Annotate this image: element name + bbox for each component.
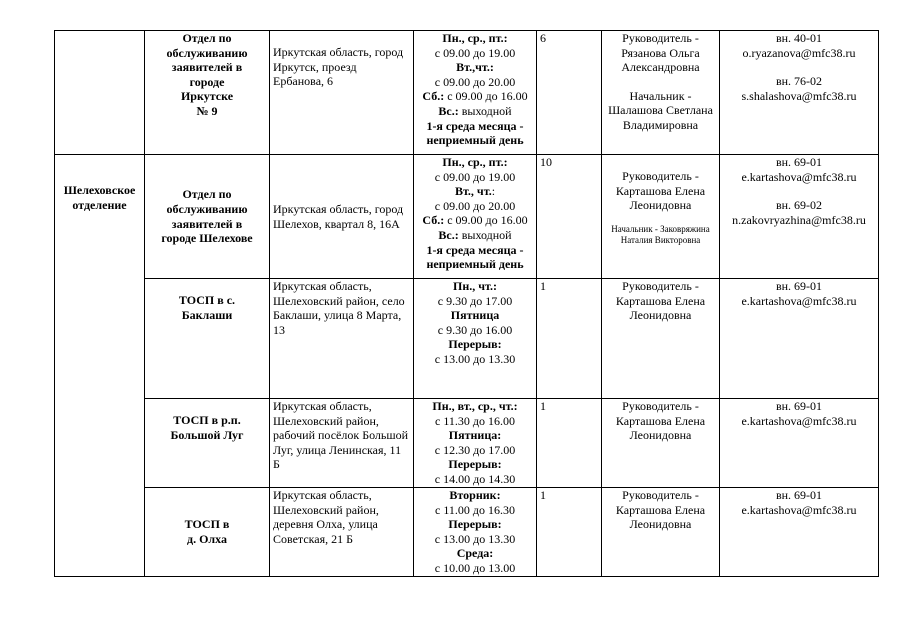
- schedule-line: Перерыв:: [448, 337, 502, 352]
- schedule-line: [417, 104, 533, 119]
- number-value: 6: [540, 31, 546, 45]
- address-cell: [270, 399, 414, 488]
- schedule-day-label: Сб.:: [422, 213, 445, 228]
- contact-cell: [720, 399, 879, 488]
- department-name-line: отделение: [72, 197, 127, 212]
- phone-ext: вн. 40-01: [775, 31, 823, 45]
- number-value: 1: [540, 279, 546, 293]
- phone-ext: вн. 69-02: [775, 198, 823, 213]
- schedule-cell: [414, 488, 537, 577]
- schedule-line: Пятница:: [448, 428, 502, 443]
- schedule-hours: с 09.00 до 16.00: [444, 89, 528, 104]
- contact-cell: [720, 155, 879, 279]
- schedule-line: с 9.30 до 16.00: [437, 322, 513, 337]
- number-value: 1: [540, 488, 546, 502]
- schedule-line: с 09.00 до 20.00: [434, 198, 516, 213]
- unit-name-line: городе: [189, 74, 225, 89]
- unit-name-line: Отдел по: [182, 187, 232, 202]
- phone-ext: вн. 76-02: [775, 74, 823, 89]
- head-person: Руководитель - Рязанова Ольга Александровна: [621, 31, 700, 75]
- address-cell: [270, 31, 414, 155]
- schedule-day-label: Вт., чт.: [454, 184, 492, 199]
- email-address: e.kartashova@mfc38.ru: [741, 413, 857, 428]
- address-cell: [270, 155, 414, 279]
- schedule-cell: [414, 399, 537, 488]
- schedule-hours: выходной: [458, 103, 512, 118]
- number-value: 10: [540, 155, 552, 169]
- unit-name-line: Большой Луг: [170, 427, 244, 442]
- email-address: e.kartashova@mfc38.ru: [741, 169, 857, 184]
- schedule-hours: :: [491, 184, 496, 199]
- schedule-line: Пятница: [450, 308, 500, 323]
- unit-name-line: заявителей в: [171, 60, 243, 75]
- email-address: s.shalashova@mfc38.ru: [741, 88, 857, 103]
- contact-cell: [720, 31, 879, 155]
- schedule-line: [417, 228, 533, 243]
- contact-cell: [720, 279, 879, 399]
- unit-name-cell: [145, 155, 270, 279]
- unit-name-cell: [145, 399, 270, 488]
- schedule-line: 1-я среда месяца -: [426, 118, 524, 133]
- head-cell: [602, 31, 720, 155]
- schedule-day-label: Вс.:: [438, 103, 459, 118]
- unit-name-line: д. Олха: [187, 532, 227, 546]
- table-row: [55, 399, 879, 488]
- email-address: e.kartashova@mfc38.ru: [741, 502, 857, 517]
- address-text: Иркутская область, город Иркутск, проезд Ербанова, 6: [273, 45, 404, 89]
- head-person: Руководитель - Карташова Елена Леонидовна: [615, 399, 706, 443]
- number-cell: [537, 31, 602, 155]
- schedule-cell: [414, 279, 537, 399]
- schedule-line: с 09.00 до 20.00: [434, 74, 516, 89]
- schedule-line: с 11.30 до 16.00: [435, 413, 515, 428]
- department-cell: [55, 155, 145, 577]
- offices-table: [54, 30, 879, 577]
- address-cell: [270, 279, 414, 399]
- schedule-cell: [414, 31, 537, 155]
- phone-ext: вн. 69-01: [775, 488, 823, 502]
- number-cell: [537, 488, 602, 577]
- email-address: e.kartashova@mfc38.ru: [741, 293, 857, 308]
- schedule-line: Среда:: [456, 546, 494, 561]
- table-row: [55, 31, 879, 155]
- unit-name-line: обслуживанию: [166, 45, 248, 60]
- schedule-line: с 9.30 до 17.00: [437, 293, 513, 308]
- unit-name-cell: [145, 31, 270, 155]
- schedule-day-label: Вс.:: [438, 227, 459, 242]
- contact-cell: [720, 488, 879, 577]
- head-person: Руководитель - Карташова Елена Леонидовна: [615, 169, 706, 213]
- department-cell-empty: [55, 31, 145, 155]
- schedule-line: Перерыв:: [448, 517, 502, 532]
- table-row: [55, 488, 879, 577]
- head-person: Начальник - Шалашова Светлана Владимировна: [608, 88, 713, 132]
- schedule-line: Перерыв:: [448, 457, 502, 472]
- schedule-line: с 09.00 до 19.00: [434, 45, 516, 60]
- number-cell: [537, 279, 602, 399]
- schedule-line: Вторник:: [449, 488, 501, 502]
- unit-name-line: ТОСП в р.п.: [173, 413, 241, 427]
- address-text: Иркутская область, Шелеховский район, деревня Олха, улица Советская, 21 Б: [273, 488, 379, 546]
- table-row: [55, 279, 879, 399]
- email-address: n.zakovryazhina@mfc38.ru: [732, 212, 866, 227]
- unit-name-line: Баклаши: [181, 307, 233, 322]
- head-cell: [602, 488, 720, 577]
- unit-name-line: Отдел по: [182, 31, 232, 45]
- unit-name-line: № 9: [196, 103, 218, 118]
- address-cell: [270, 488, 414, 577]
- address-text: Иркутская область, город Шелехов, квартал 8, 16А: [273, 201, 404, 231]
- schedule-line: Пн., ср., пт.:: [442, 155, 508, 169]
- unit-name-line: городе Шелехове: [161, 231, 253, 246]
- schedule-day-label: Сб.:: [422, 89, 445, 104]
- department-name-line: Шелеховское: [63, 183, 136, 197]
- schedule-line: с 10.00 до 13.00: [434, 560, 516, 575]
- schedule-line: Пн., чт.:: [452, 279, 497, 293]
- unit-name-line: Иркутске: [180, 89, 234, 104]
- number-cell: [537, 155, 602, 279]
- unit-name-line: ТОСП в: [184, 517, 230, 532]
- head-person: Руководитель - Карташова Елена Леонидовна: [615, 279, 706, 323]
- head-person-secondary: Начальник - Заковряжина Наталия Викторовна: [611, 223, 710, 245]
- unit-name-line: ТОСП в с.: [178, 293, 236, 307]
- phone-ext: вн. 69-01: [775, 279, 823, 293]
- table-row: [55, 155, 879, 279]
- schedule-line: Пн., вт., ср., чт.:: [432, 399, 518, 413]
- schedule-line: Вт.,чт.:: [456, 60, 494, 75]
- head-person: Руководитель - Карташова Елена Леонидовна: [615, 488, 706, 532]
- unit-name-line: обслуживанию: [166, 201, 248, 216]
- schedule-hours: выходной: [458, 227, 512, 242]
- schedule-line: Пн., ср., пт.:: [442, 31, 508, 45]
- schedule-line: с 09.00 до 19.00: [434, 169, 516, 184]
- unit-name-cell: [145, 279, 270, 399]
- schedule-line: [417, 184, 533, 199]
- schedule-hours: с 09.00 до 16.00: [444, 213, 528, 228]
- schedule-line: неприемный день: [426, 257, 524, 272]
- number-cell: [537, 399, 602, 488]
- schedule-line: [417, 213, 533, 228]
- email-address: o.ryazanova@mfc38.ru: [742, 45, 856, 60]
- schedule-line: с 14.00 до 14.30: [434, 471, 516, 486]
- address-text: Иркутская область, Шелеховский район, рабочий посёлок Большой Луг, улица Ленинская, 11 Б: [273, 399, 409, 472]
- unit-name-cell: [145, 488, 270, 577]
- head-cell: [602, 279, 720, 399]
- head-cell: [602, 399, 720, 488]
- address-text: Иркутская область, Шелеховский район, село Баклаши, улица 8 Марта, 13: [273, 279, 405, 337]
- schedule-line: с 12.30 до 17.00: [434, 442, 516, 457]
- phone-ext: вн. 69-01: [775, 399, 823, 413]
- number-value: 1: [540, 399, 546, 413]
- schedule-line: неприемный день: [426, 133, 524, 148]
- schedule-line: 1-я среда месяца -: [426, 242, 524, 257]
- schedule-cell: [414, 155, 537, 279]
- schedule-line: [417, 89, 533, 104]
- schedule-line: с 13.00 до 13.30: [434, 531, 516, 546]
- head-cell: [602, 155, 720, 279]
- schedule-line: с 13.00 до 13.30: [434, 351, 516, 366]
- phone-ext: вн. 69-01: [775, 155, 823, 169]
- schedule-line: с 11.00 до 16.30: [435, 502, 515, 517]
- unit-name-line: заявителей в: [171, 216, 243, 231]
